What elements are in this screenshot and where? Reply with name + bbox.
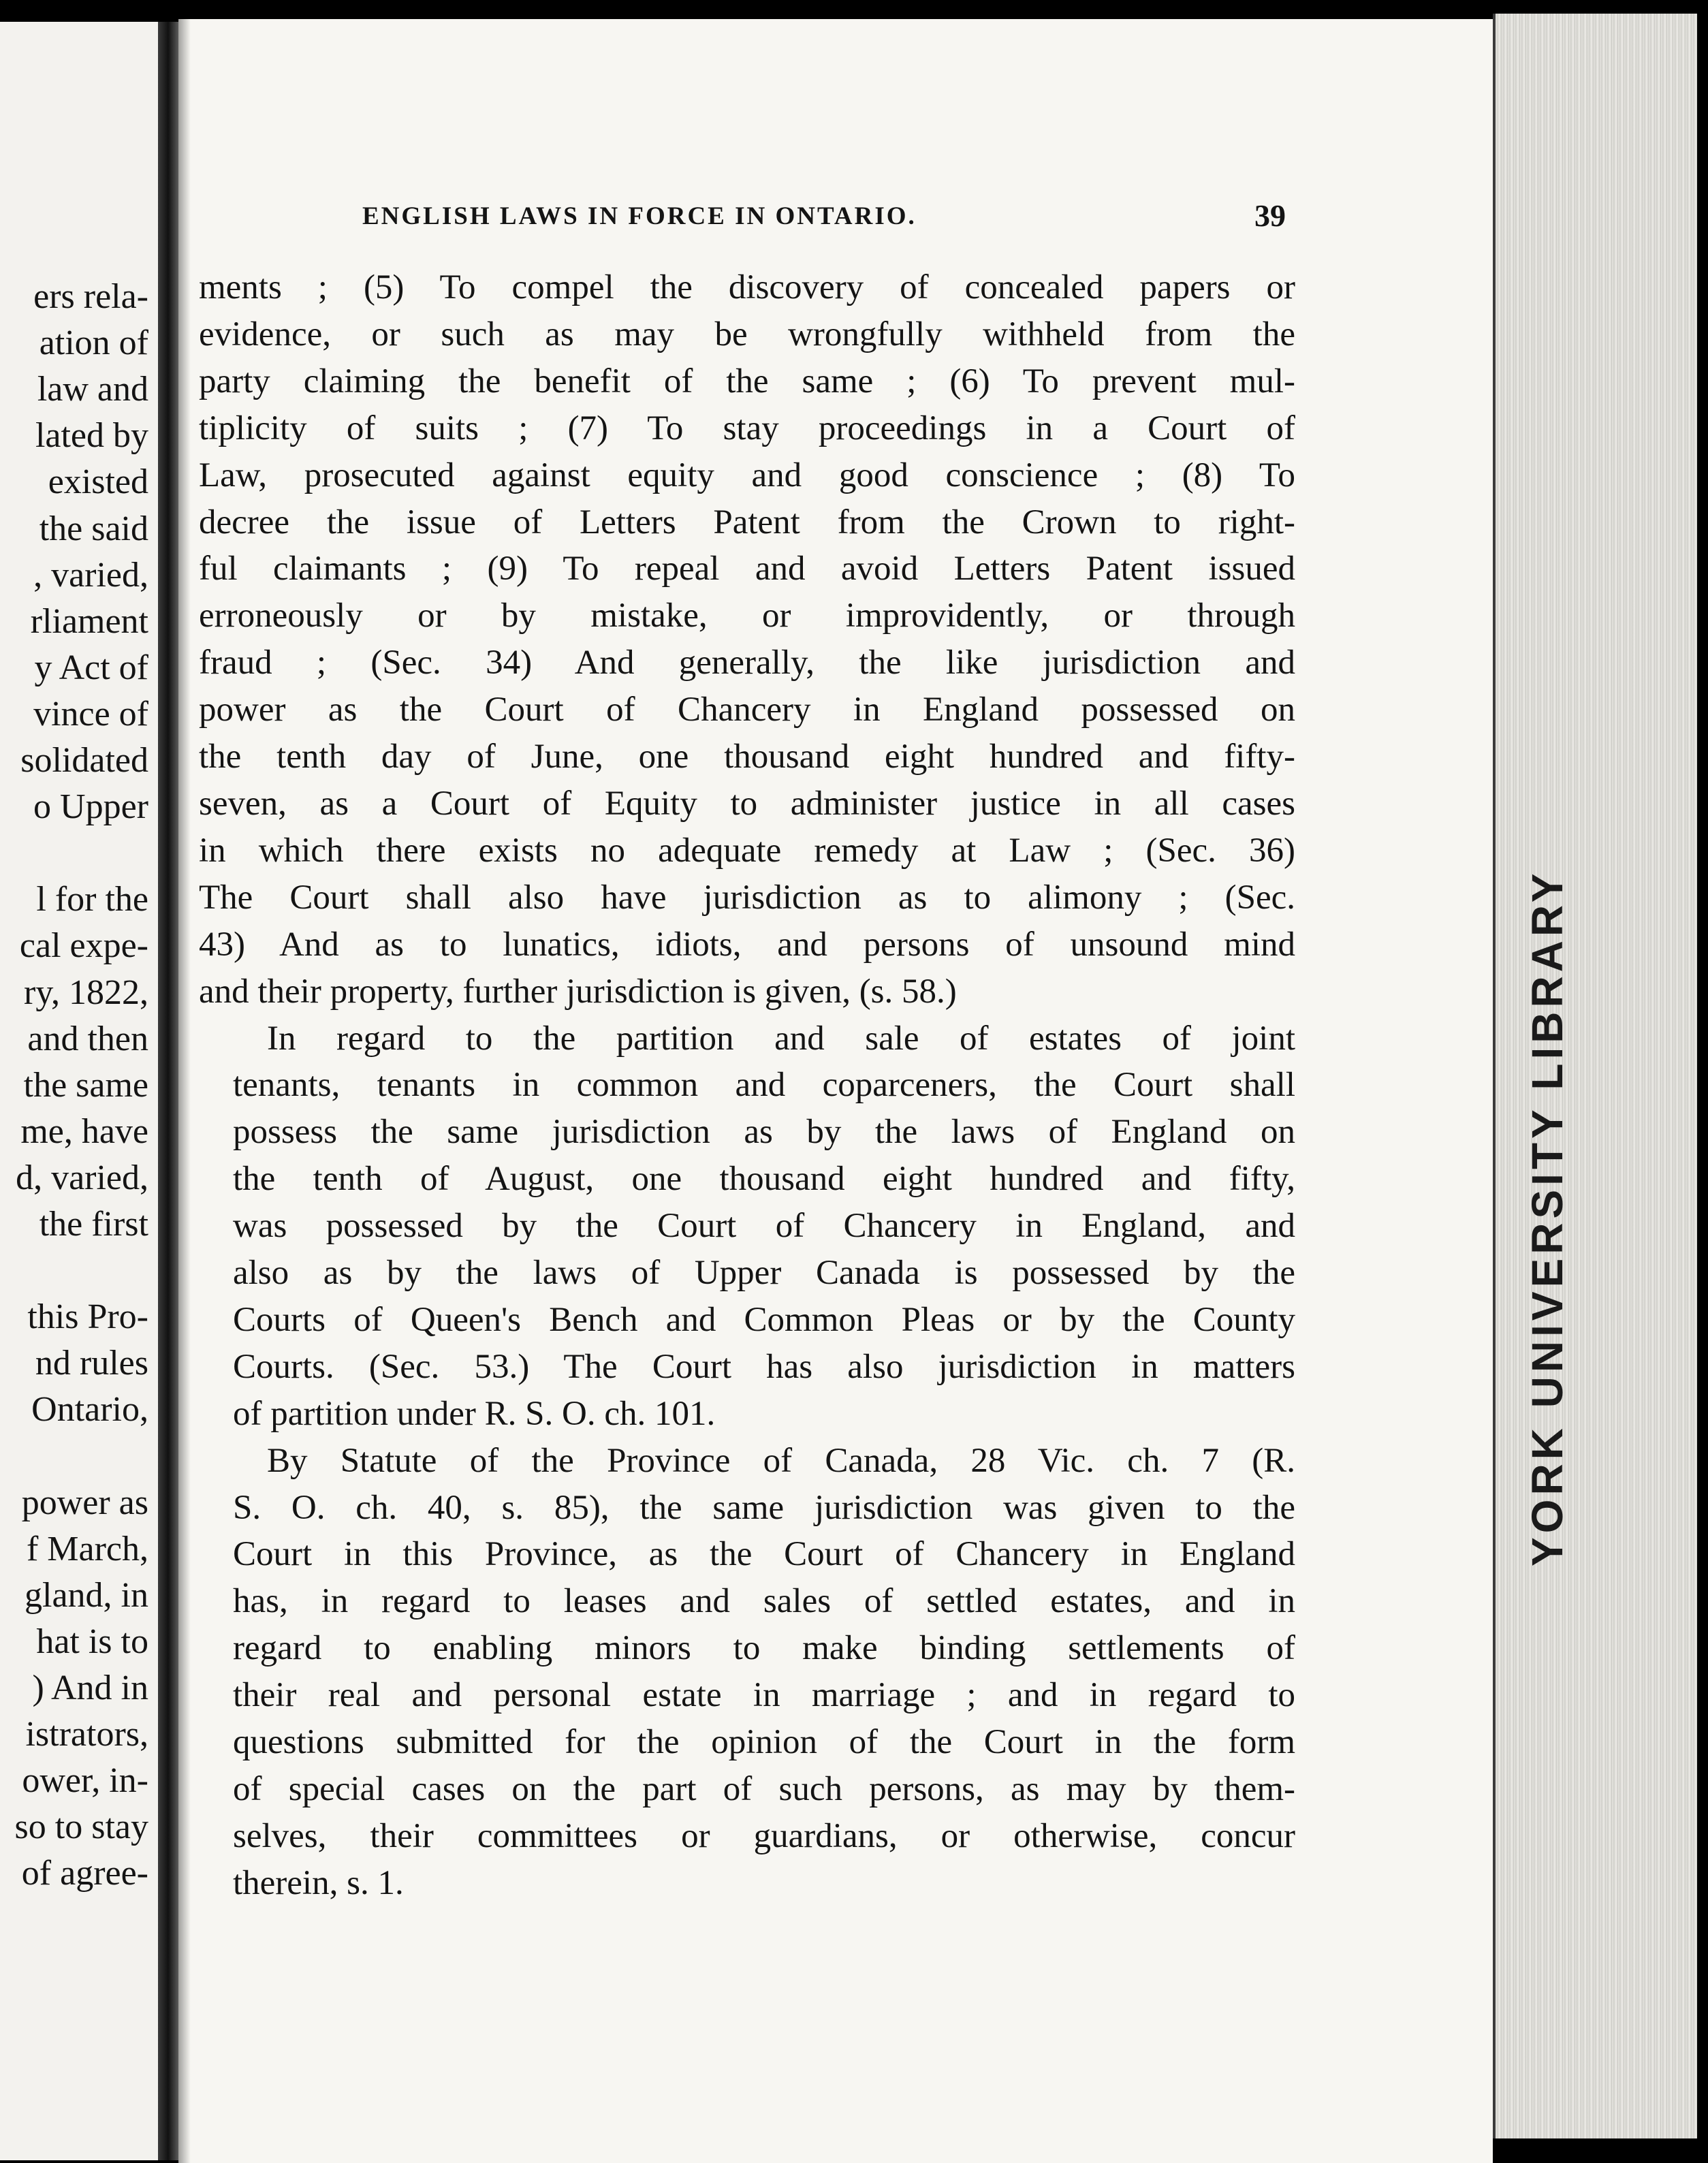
left-page-line: me, have (20, 1111, 148, 1151)
text-line: regard to enabling minors to make binding settlements of (233, 1629, 1295, 1668)
page-number: 39 (1254, 198, 1286, 233)
text-line: has, in regard to leases and sales of settled estates, and in (233, 1582, 1295, 1621)
left-page-line: lated by (35, 416, 148, 456)
scan-border (1697, 0, 1708, 2163)
left-page-line: gland, in (25, 1575, 148, 1615)
text-line: ments ; (5) To compel the discovery of concealed papers or (199, 268, 1295, 306)
left-page-line: ower, in- (22, 1761, 148, 1801)
text-line: Law, prosecuted against equity and good conscience ; (8) To (199, 456, 1295, 494)
text-line: decree the issue of Letters Patent from the Crown to right- (199, 503, 1295, 541)
text-line: ful claimants ; (9) To repeal and avoid Letters Patent issued (199, 550, 1295, 588)
left-page-line: power as (21, 1483, 148, 1522)
text-line: In regard to the partition and sale of estates of joint (267, 1019, 1295, 1058)
left-page-line: so to stay (14, 1807, 148, 1847)
left-page-line: , varied, (33, 555, 148, 595)
left-page-line: ry, 1822, (24, 973, 148, 1012)
text-line: By Statute of the Province of Canada, 28 Vic. ch. 7 (R. (267, 1441, 1295, 1480)
left-page-line: solidated (20, 741, 148, 780)
left-page-line: l for the (36, 880, 148, 919)
text-line: party claiming the benefit of the same ; (6) To prevent mul- (199, 362, 1295, 400)
text-line: the tenth of August, one thousand eight hundred and fifty, (233, 1160, 1295, 1199)
text-line: possess the same jurisdiction as by the laws of England on (233, 1113, 1295, 1152)
text-line: power as the Court of Chancery in England possessed on (199, 691, 1295, 729)
gutter-shadow (178, 19, 191, 2163)
body-text (199, 264, 1295, 1907)
text-line: also as by the laws of Upper Canada is possessed by the (233, 1254, 1295, 1293)
text-line: Courts. (Sec. 53.) The Court has also jurisdiction in matters (233, 1347, 1295, 1386)
text-line: fraud ; (Sec. 34) And generally, the like jurisdiction and (199, 644, 1295, 682)
left-page-line: the first (39, 1205, 148, 1244)
left-page-line: the said (39, 509, 148, 548)
left-page-line: y Act of (34, 648, 148, 687)
paragraph (199, 1015, 1295, 1438)
text-line: the tenth day of June, one thousand eight hundred and fifty- (199, 738, 1295, 776)
left-page-line: this Pro- (27, 1297, 148, 1337)
book-gutter (158, 22, 178, 2160)
left-page-line: of agree- (21, 1854, 148, 1893)
left-page-line: d, varied, (16, 1158, 148, 1197)
left-page-line: ation of (39, 323, 148, 363)
left-page-line: existed (48, 462, 148, 502)
text-line: 43) And as to lunatics, idiots, and persons of unsound mind (199, 925, 1295, 964)
left-page-line: ers rela- (33, 277, 148, 316)
left-page-line: hat is to (36, 1622, 148, 1661)
running-head: ENGLISH LAWS IN FORCE IN ONTARIO. (362, 202, 917, 230)
left-page-line: the same (23, 1065, 148, 1105)
left-page-line: o Upper (33, 787, 148, 827)
text-line: questions submitted for the opinion of the Court in the form (233, 1723, 1295, 1762)
text-line: of partition under R. S. O. ch. 101. (233, 1394, 716, 1433)
left-page-line: and then (27, 1019, 148, 1058)
text-line: therein, s. 1. (233, 1863, 404, 1902)
left-page-line: law and (37, 370, 148, 409)
text-line: S. O. ch. 40, s. 85), the same jurisdiction was given to the (233, 1488, 1295, 1527)
text-line: in which there exists no adequate remedy at Law ; (Sec. 36) (199, 831, 1295, 870)
left-page-line: nd rules (35, 1344, 148, 1383)
text-line: The Court shall also have jurisdiction as to alimony ; (Sec. (199, 878, 1295, 917)
left-page-line: rliament (30, 601, 148, 641)
text-line: Courts of Queen's Bench and Common Pleas or by the County (233, 1300, 1295, 1339)
text-line: tenants, tenants in common and coparceners, the Court shall (233, 1066, 1295, 1105)
text-line: erroneously or by mistake, or improvidently, or through (199, 597, 1295, 635)
text-line: was possessed by the Court of Chancery in England, and (233, 1207, 1295, 1246)
left-page-line: f March, (26, 1529, 148, 1568)
left-facing-page (0, 22, 158, 2160)
left-page-line: istrators, (25, 1715, 148, 1754)
text-line: evidence, or such as may be wrongfully withheld from the (199, 315, 1295, 353)
paragraph (199, 1438, 1295, 1907)
text-line: selves, their committees or guardians, or otherwise, concur (233, 1816, 1295, 1855)
main-page (178, 19, 1493, 2163)
text-line: Court in this Province, as the Court of Chancery in England (233, 1535, 1295, 1574)
left-page-line: vince of (33, 694, 148, 733)
left-page-line: cal expe- (19, 926, 148, 966)
left-page-line: ) And in (32, 1669, 148, 1707)
paragraph (199, 264, 1295, 1015)
text-line: seven, as a Court of Equity to administer justice in all cases (199, 784, 1295, 823)
text-line: tiplicity of suits ; (7) To stay proceedings in a Court of (199, 409, 1295, 447)
library-stamp: YORK UNIVERSITY LIBRARY (1523, 869, 1572, 1566)
text-line: their real and personal estate in marriage ; and in regard to (233, 1676, 1295, 1715)
text-line: and their property, further jurisdiction is given, (s. 58.) (199, 972, 957, 1011)
text-line: of special cases on the part of such persons, as may by them- (233, 1770, 1295, 1808)
left-page-line: Ontario, (31, 1390, 148, 1430)
